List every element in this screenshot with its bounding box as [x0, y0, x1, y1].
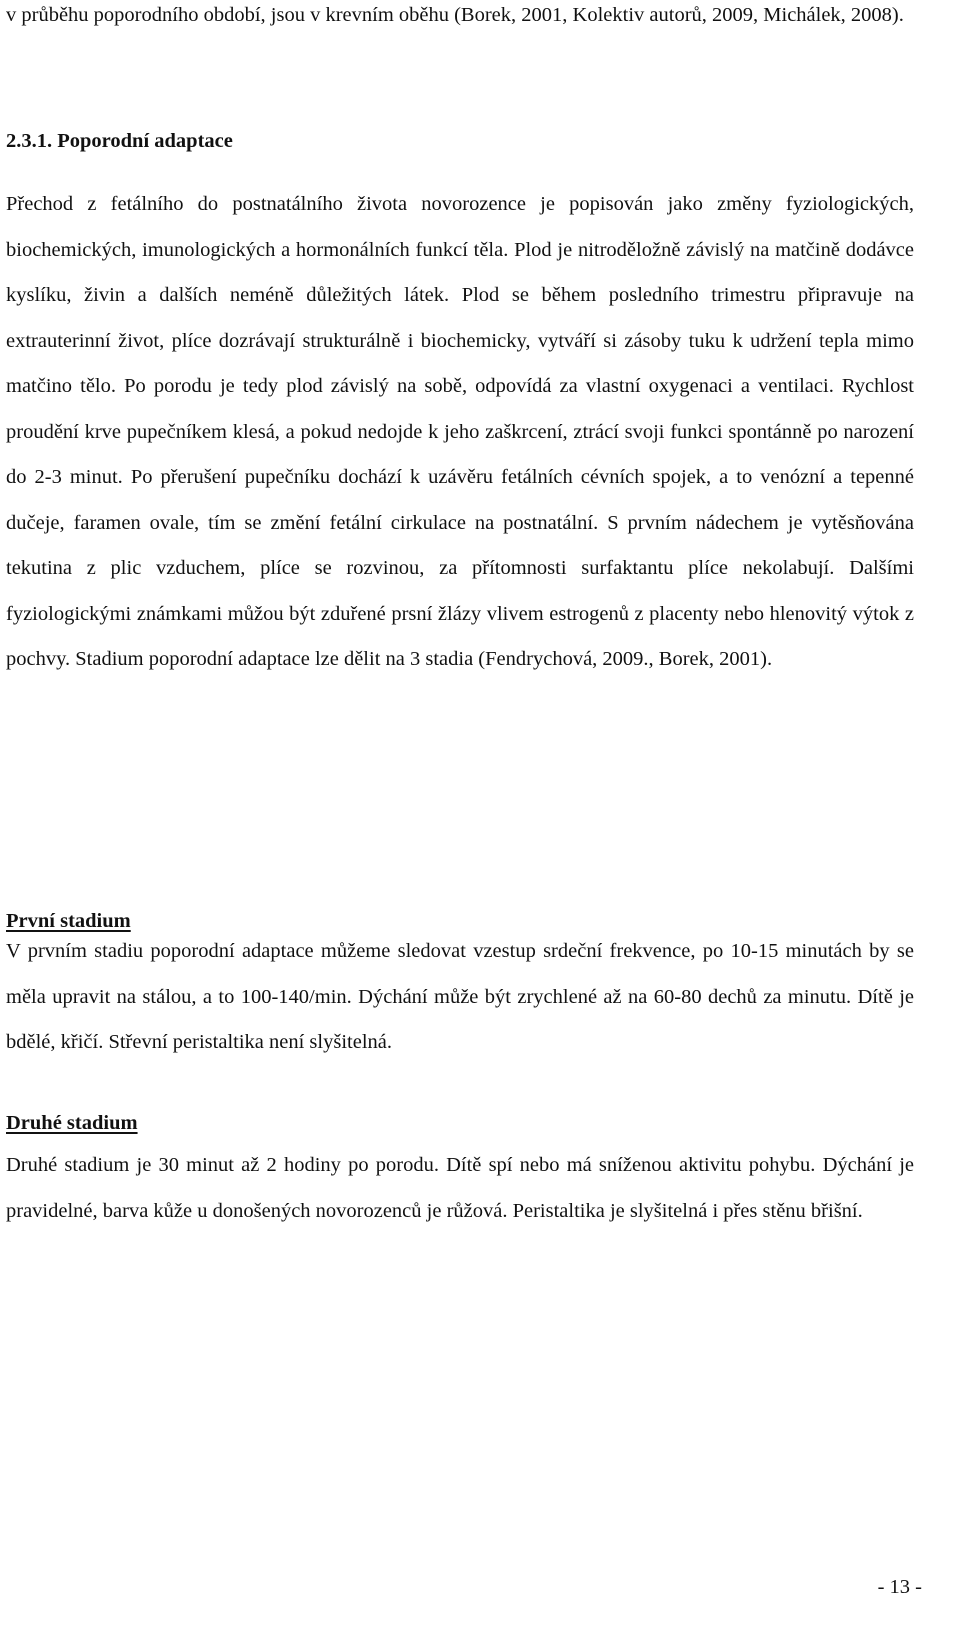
- section-text: Přechod z fetálního do postnatálního života novorozence je popisován jako změny fyziologických, biochemických, imunologických a hormonálních funkcí těla. Plod je nitroděložně závislý na matčině dodávce kyslíku, živin a dalších neméně důležitých látek. Plod se během posledního trimestru připravuje na extrauterinní život, plíce dozrávají strukturálně i biochemicky, vytváří si zásoby tuku k udržení tepla mimo matčino tělo. Po porodu je tedy plod závislý na sobě, odpovídá za vlastní oxygenaci a ventilaci. Rychlost proudění krve pupečníkem klesá, a pokud nedojde k jeho zaškrcení, ztrácí svoji funkci spontánně po narození do 2-3 minut. Po přerušení pupečníku dochází k uzávěru fetálních cévních spojek, a to venózní a tepenné dučeje, faramen ovale, tím se změní fetální cirkulace na postnatální. S prvním nádechem je vytěsňována tekutina z plic vzduchem, plíce se rozvinou, za přítomnosti surfaktantu plíce nekolabují. Dalšími fyziologickými známkami můžou být zduřené prsní žlázy vlivem estrogenů z placenty nebo hlenovitý výtok z pochvy. Stadium poporodní adaptace lze dělit na 3 stadia (Fendrychová, 2009., Borek, 2001).: [6, 193, 914, 670]
- page-number: - 13 -: [877, 1576, 922, 1598]
- stage2-paragraph: [6, 1143, 914, 1234]
- stage1-paragraph: [6, 929, 914, 1066]
- section-heading: 2.3.1. Poporodní adaptace: [6, 130, 233, 152]
- intro-paragraph: [6, 0, 914, 39]
- stage2-text: Druhé stadium je 30 minut až 2 hodiny po porodu. Dítě spí nebo má sníženou aktivitu pohybu. Dýchání je pravidelné, barva kůže u donošených novorozenců je růžová. Peristaltika je slyšitelná i přes stěnu břišní.: [6, 1154, 914, 1222]
- intro-text: v průběhu poporodního období, jsou v krevním oběhu (Borek, 2001, Kolektiv autorů, 2009, Michálek, 2008).: [6, 4, 904, 26]
- section-paragraph: [6, 182, 914, 683]
- stage1-heading: První stadium: [6, 910, 131, 932]
- stage2-heading: Druhé stadium: [6, 1112, 138, 1134]
- stage1-text: V prvním stadiu poporodní adaptace můžeme sledovat vzestup srdeční frekvence, po 10-15 minutách by se měla upravit na stálou, a to 100-140/min. Dýchání může být zrychlené až na 60-80 dechů za minutu. Dítě je bdělé, křičí. Střevní peristaltika není slyšitelná.: [6, 940, 914, 1053]
